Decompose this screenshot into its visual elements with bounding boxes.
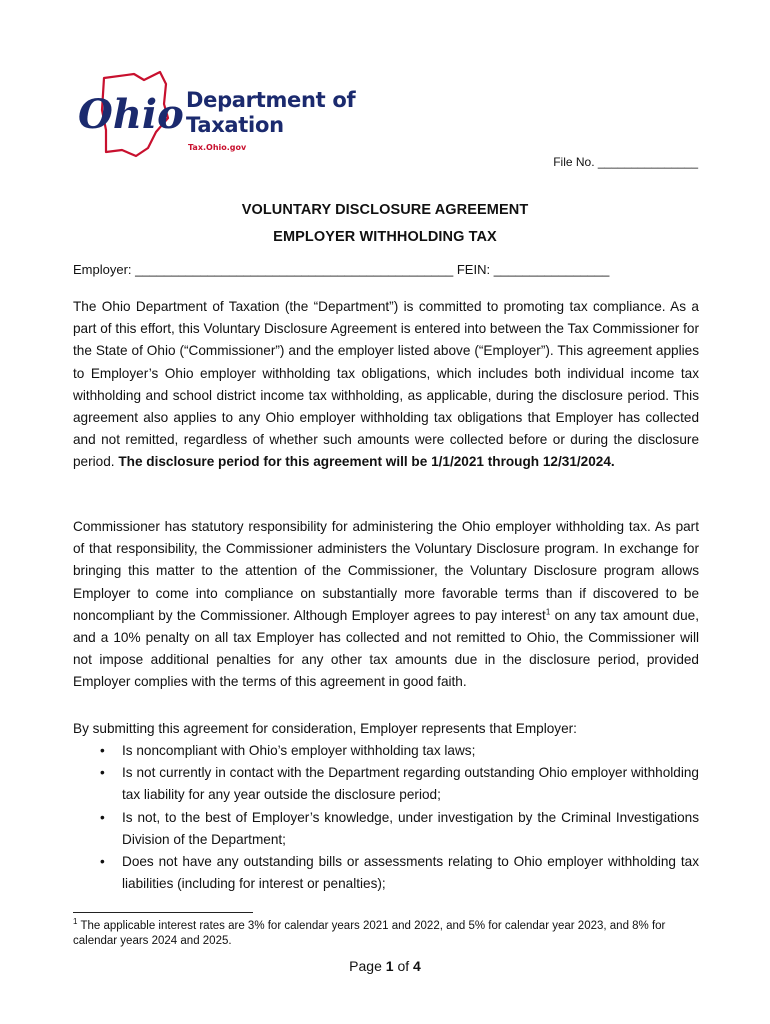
bullet-icon: • <box>100 765 105 781</box>
disclosure-period-statement: The disclosure period for this agreement will be 1/1/2021 through 12/31/2024. <box>118 454 615 470</box>
paragraph-program-text-a: Commissioner has statutory responsibility for administering the Ohio employer withholding tax. As part of that responsibility, the Commissioner administers the Voluntary Disclosure program. In exchange for bringing this matter to the attention of the Commissioner, the Voluntary Disclosure program allows Employer to come into compliance on substantially more favorable terms than if discovered to be noncompliant by the Commissioner. Although Employer agrees to pay interest <box>73 519 699 623</box>
list-item <box>73 851 699 895</box>
representations-list <box>73 740 699 895</box>
list-item-text: Is not, to the best of Employer’s knowledge, under investigation by the Criminal Investigations Division of the Department; <box>122 809 699 847</box>
document-subtitle: EMPLOYER WITHHOLDING TAX <box>273 229 497 245</box>
list-item-text: Is noncompliant with Ohio’s employer withholding tax laws; <box>122 743 476 758</box>
footnote <box>73 919 699 949</box>
logo-wordmark: Ohio <box>78 91 184 138</box>
bullet-icon: • <box>100 743 105 758</box>
page-number <box>0 958 770 974</box>
list-item-text: Does not have any outstanding bills or assessments relating to Ohio employer withholding tax liabilities (including for interest or penalties); <box>122 854 699 892</box>
page-of-label: of <box>393 958 414 974</box>
footnote-reference: 1 <box>545 607 551 617</box>
file-number-field: File No. _______________ <box>553 155 698 169</box>
document-title: VOLUNTARY DISCLOSURE AGREEMENT <box>241 202 529 218</box>
list-item <box>73 762 699 806</box>
footnote-text: The applicable interest rates are 3% for calendar years 2021 and 2022, and 5% for calendar year 2023, and 8% for calendar years 2024 and 2025. <box>73 920 666 947</box>
footnote-marker: 1 <box>73 917 78 927</box>
footnote-divider <box>73 912 253 913</box>
paragraph-program <box>73 516 699 694</box>
bullet-icon: • <box>100 809 105 825</box>
paragraph-intro <box>73 296 699 474</box>
page-current: 1 <box>385 958 394 974</box>
employer-fein-line: Employer: ____________________________________________ FEIN: ________________ <box>73 262 610 277</box>
list-item <box>73 740 699 762</box>
paragraph-program-text-b: on any tax amount due, and a 10% penalty on all tax Employer has collected and not remitted to Ohio, the Commissioner will not impose additional penalties for any other tax amounts due in the disclosure period, provided Employer complies with the terms of this agreement in good faith. <box>73 607 699 690</box>
department-name-line1: Department of <box>186 88 356 112</box>
department-url[interactable]: Tax.Ohio.gov <box>188 143 247 152</box>
bullet-icon: • <box>100 854 105 870</box>
department-name-line2: Taxation <box>186 113 284 137</box>
page-total: 4 <box>413 958 421 974</box>
paragraph-representations: By submitting this agreement for consideration, Employer represents that Employer: <box>73 721 577 736</box>
paragraph-intro-text: The Ohio Department of Taxation (the “Department”) is committed to promoting tax compliance. As a part of this effort, this Voluntary Disclosure Agreement is entered into between the Tax Commissioner for the State of Ohio (“Commissioner”) and the employer listed above (“Employer”). This agreement applies to Employer’s Ohio employer withholding tax obligations, which includes both individual income tax withholding and school district income tax withholding, as applicable, during the disclosure period. This agreement also applies to any Ohio employer withholding tax obligations that Employer has collected and not remitted, regardless of whether such amounts were collected before or during the disclosure period. <box>73 299 699 470</box>
ohio-state-outline-icon <box>76 70 186 160</box>
department-name <box>186 88 355 138</box>
ohio-logo <box>76 70 366 160</box>
list-item <box>73 807 699 851</box>
page-label: Page <box>349 958 386 974</box>
list-item-text: Is not currently in contact with the Department regarding outstanding Ohio employer withholding tax liability for any year outside the disclosure period; <box>122 765 699 803</box>
